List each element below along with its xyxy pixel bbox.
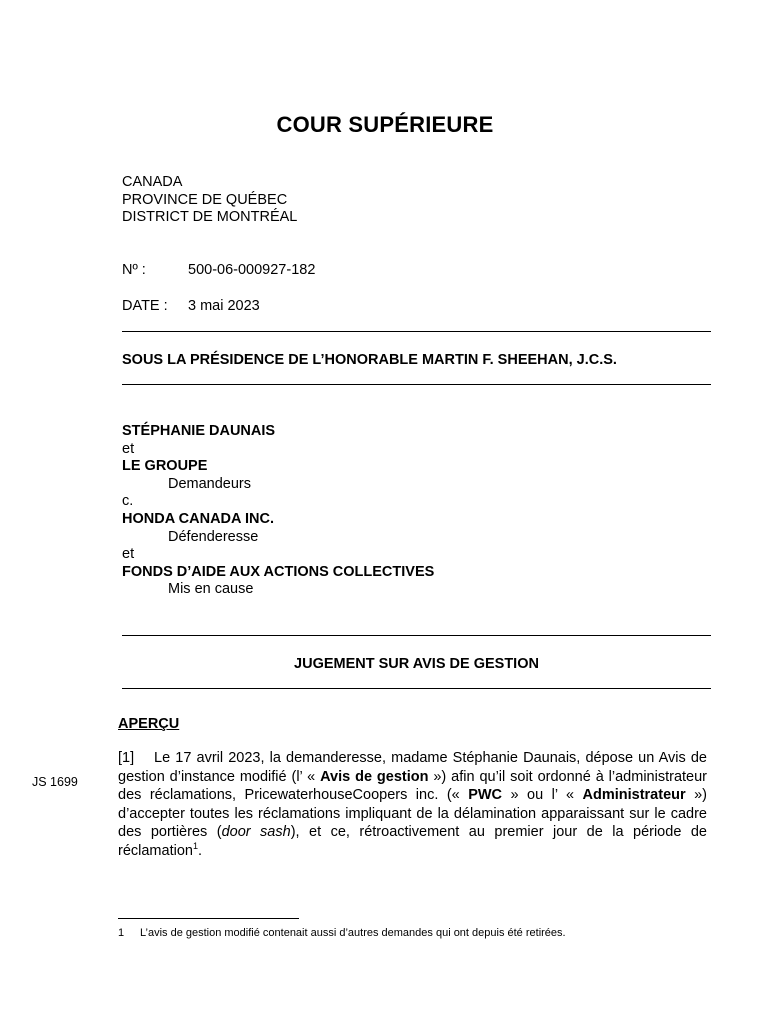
- paragraph: [118, 749, 707, 860]
- country-line: CANADA: [122, 174, 183, 190]
- footnote-text: L’avis de gestion modifié contenait aussi d’autres demandes qui ont depuis été retirées.: [140, 927, 566, 939]
- parties-block: [122, 423, 434, 599]
- presiding-judge: SOUS LA PRÉSIDENCE DE L’HONORABLE MARTIN F. SHEEHAN, J.C.S.: [122, 352, 617, 368]
- defined-term: Avis de gestion: [320, 768, 429, 785]
- party-name: LE GROUPE: [122, 458, 208, 475]
- party-connector: et: [122, 440, 135, 457]
- judgment-title: JUGEMENT SUR AVIS DE GESTION: [294, 656, 539, 672]
- versus-connector: c.: [122, 493, 134, 510]
- italic-term: door sash: [221, 824, 291, 840]
- party-role: Mis en cause: [168, 581, 254, 598]
- margin-note: JS 1699: [32, 775, 78, 789]
- footnote-number: 1: [118, 927, 125, 939]
- paragraph-text: ») afin qu’il soit ordonné à l’administrateur des réclamations, PricewaterhouseCoopers inc. («: [118, 768, 707, 803]
- defined-term: Administrateur: [582, 787, 686, 803]
- divider: [122, 331, 711, 332]
- file-number-row: [122, 262, 315, 278]
- court-title: COUR SUPÉRIEURE: [276, 112, 494, 137]
- paragraph-text: ») d’accepter toutes les réclamations impliquant de la délamination apparaissant sur le cadre des portières (: [118, 787, 708, 840]
- date-value: 3 mai 2023: [188, 298, 260, 314]
- province-line: PROVINCE DE QUÉBEC: [122, 191, 288, 208]
- party-name: HONDA CANADA INC.: [122, 510, 274, 527]
- paragraph-text: » ou l’ «: [502, 787, 583, 803]
- defined-term: PWC: [468, 787, 503, 803]
- divider: [122, 635, 711, 636]
- file-number-label: Nº :: [122, 262, 146, 278]
- footnote-separator: [118, 918, 299, 919]
- divider: [122, 688, 711, 689]
- party-connector: et: [122, 546, 135, 563]
- date-row: [122, 298, 260, 314]
- file-number-value: 500-06-000927-182: [188, 262, 316, 278]
- divider: [122, 384, 711, 385]
- party-name: FONDS D’AIDE AUX ACTIONS COLLECTIVES: [122, 563, 435, 580]
- date-label: DATE :: [122, 298, 168, 314]
- party-name: STÉPHANIE DAUNAIS: [122, 423, 276, 439]
- party-role: Défenderesse: [168, 528, 259, 545]
- footnote: [118, 927, 566, 939]
- paragraph-text: Le 17 avril 2023, la demanderesse, madame Stéphanie Daunais, dépose un Avis de gestion d’instance modifié (l’ «: [118, 750, 707, 785]
- party-role: Demandeurs: [168, 475, 252, 492]
- paragraph-text: ), et ce, rétroactivement au premier jour de la période de réclamation: [118, 824, 707, 859]
- footnote-reference[interactable]: 1: [192, 840, 198, 851]
- section-heading: APERÇU: [118, 716, 180, 732]
- district-line: DISTRICT DE MONTRÉAL: [122, 209, 298, 225]
- jurisdiction-block: [122, 174, 297, 227]
- paragraph-text: .: [197, 842, 202, 859]
- paragraph-number: [1]: [118, 750, 135, 766]
